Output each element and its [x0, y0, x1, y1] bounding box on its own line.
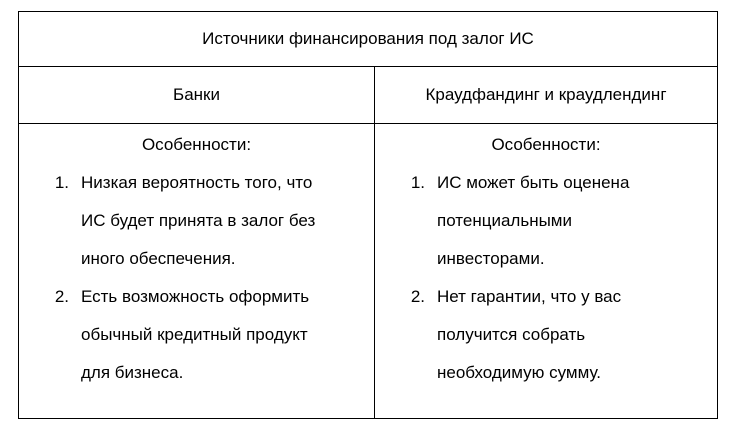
- list-text-line: получится собрать: [437, 325, 586, 344]
- features-label: Особенности:: [141, 135, 252, 154]
- list-number: 2.: [410, 287, 425, 306]
- list-number: 2.: [54, 287, 69, 306]
- list-text-line: необходимую сумму.: [437, 363, 602, 382]
- banks-features-cell: [19, 124, 375, 418]
- list-text-line: для бизнеса.: [81, 363, 184, 382]
- features-label: Особенности:: [491, 135, 601, 154]
- list-text-line: обычный кредитный продукт: [81, 325, 308, 344]
- list-text-line: Нет гарантии, что у вас: [437, 287, 622, 306]
- list-number: 1.: [410, 173, 425, 192]
- list-text-line: Низкая вероятность того, что: [81, 173, 313, 192]
- list-text-line: иного обеспечения.: [81, 249, 236, 268]
- list-item: [375, 278, 717, 392]
- list-text-line: инвесторами.: [437, 249, 545, 268]
- table-body-row: [19, 124, 717, 418]
- banks-feature-list: [19, 164, 374, 392]
- list-text: [81, 164, 351, 278]
- financing-table: [18, 11, 718, 419]
- table-header-row: [19, 67, 717, 124]
- list-text-line: ИС может быть оценена: [437, 173, 630, 192]
- list-item: [19, 164, 374, 278]
- list-text: [437, 164, 677, 278]
- list-text: [437, 278, 677, 392]
- list-text-line: ИС будет принята в залог без: [81, 211, 316, 230]
- crowdfunding-features-cell: [375, 124, 717, 418]
- header-crowdfunding: Краудфандинг и краудлендинг: [425, 85, 667, 104]
- header-banks: Банки: [19, 67, 375, 123]
- list-text: [81, 278, 351, 392]
- list-text-line: потенциальными: [437, 211, 572, 230]
- table-title: Источники финансирования под залог ИС: [19, 12, 717, 67]
- list-number: 1.: [54, 173, 69, 192]
- list-text-line: Есть возможность оформить: [81, 287, 310, 306]
- list-item: [19, 278, 374, 392]
- list-item: [375, 164, 717, 278]
- crowdfunding-feature-list: [375, 164, 717, 392]
